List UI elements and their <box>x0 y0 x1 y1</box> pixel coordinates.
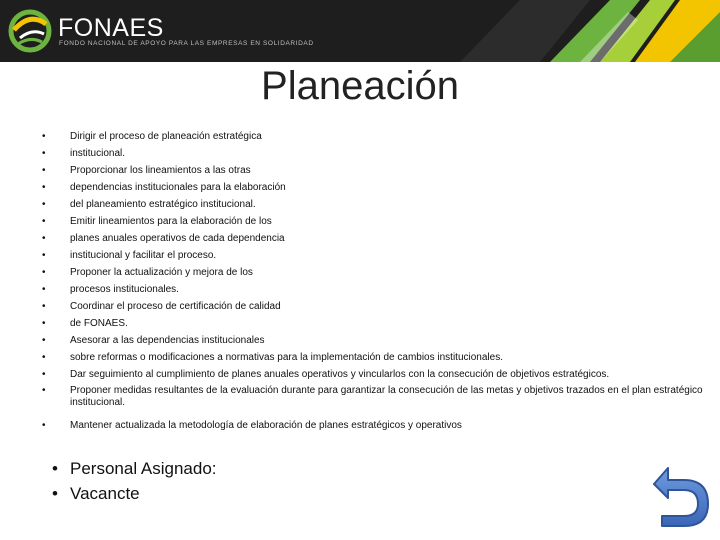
list-item <box>0 213 720 230</box>
list-item-text: del planeamiento estratégico institucional. <box>70 199 256 210</box>
bullet: • <box>42 352 46 363</box>
list-item-text: planes anuales operativos de cada dependencia <box>70 233 285 244</box>
bullet: • <box>42 182 46 193</box>
bullet: • <box>42 318 46 329</box>
list-item-text: dependencias institucionales para la elaboración <box>70 182 286 193</box>
bullet: • <box>42 233 46 244</box>
list-item-text: institucional y facilitar el proceso. <box>70 250 217 261</box>
bullet: • <box>42 199 46 210</box>
list-item-text: sobre reformas o modificaciones a normativas para la implementación de cambios institucionales. <box>70 352 503 363</box>
bullet: • <box>42 385 46 396</box>
list-item-text: Emitir lineamientos para la elaboración de los <box>70 216 272 227</box>
list-item <box>0 298 720 315</box>
bullet: • <box>42 369 46 380</box>
staff-item-heading <box>0 456 720 481</box>
bullet: • <box>42 216 46 227</box>
staff-list <box>0 456 720 506</box>
list-item <box>0 179 720 196</box>
list-item-text: Dirigir el proceso de planeación estratégica <box>70 131 262 142</box>
bullet: • <box>42 131 46 142</box>
staff-vacancy-text: Vacancte <box>70 484 140 503</box>
list-item-text: Coordinar el proceso de certificación de calidad <box>70 301 281 312</box>
list-item <box>0 366 720 383</box>
list-item <box>0 417 720 434</box>
bullet: • <box>42 420 46 431</box>
list-item-text: Asesorar a las dependencias institucionales <box>70 335 265 346</box>
bullet: • <box>42 335 46 346</box>
list-item-text: Dar seguimiento al cumplimiento de planes anuales operativos y vincularlos con la consecución de objetivos estratégicos. <box>70 369 610 380</box>
list-item <box>0 145 720 162</box>
list-item <box>0 383 720 412</box>
bullet: • <box>42 284 46 295</box>
list-item <box>0 332 720 349</box>
list-item <box>0 315 720 332</box>
list-item <box>0 196 720 213</box>
bullet: • <box>42 301 46 312</box>
list-item-text: Proponer la actualización y mejora de los <box>70 267 253 278</box>
list-item <box>0 281 720 298</box>
list-item <box>0 264 720 281</box>
brand-name: FONAES <box>58 14 164 42</box>
bullet: • <box>42 148 46 159</box>
staff-heading-text: Personal Asignado: <box>70 459 217 478</box>
header-bar <box>0 0 720 62</box>
bullet: • <box>42 165 46 176</box>
list-item-text: Proporcionar los lineamientos a las otras <box>70 165 251 176</box>
bullet: • <box>52 484 58 503</box>
header-decoration <box>460 0 720 62</box>
list-item-text: institucional. <box>70 148 126 159</box>
responsibilities-list <box>0 128 720 434</box>
staff-item-vacancy <box>0 481 720 506</box>
fonaes-logo-icon <box>8 8 52 54</box>
bullet: • <box>52 459 58 478</box>
list-item-text: de FONAES. <box>70 318 128 329</box>
brand-subtitle: FONDO NACIONAL DE APOYO PARA LAS EMPRESAS EN SOLIDARIDAD <box>59 40 314 47</box>
list-item <box>0 230 720 247</box>
list-item-text: procesos institucionales. <box>70 284 179 295</box>
list-item <box>0 128 720 145</box>
list-item <box>0 349 720 366</box>
list-item-text: Proponer medidas resultantes de la evaluación durante para garantizar la consecución de las metas y objetivos trazados en el plan estratégico institucional. <box>70 385 703 408</box>
list-item <box>0 162 720 179</box>
bullet: • <box>42 267 46 278</box>
return-arrow-icon[interactable] <box>650 462 716 530</box>
list-item <box>0 247 720 264</box>
bullet: • <box>42 250 46 261</box>
page-title: Planeación <box>261 64 459 108</box>
list-item-text: Mantener actualizada la metodología de elaboración de planes estratégicos y operativos <box>70 420 462 431</box>
